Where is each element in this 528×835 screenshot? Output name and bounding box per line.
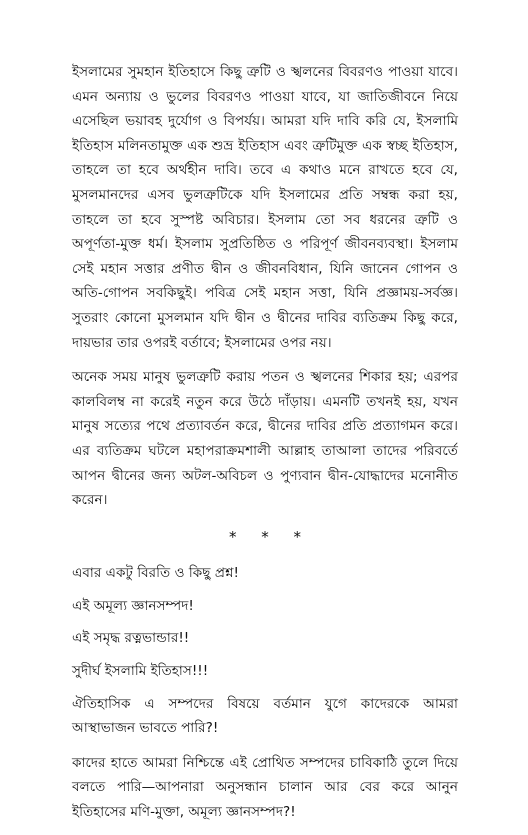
paragraph-key-question: কাদের হাতে আমরা নিশ্চিন্তে এই প্রোথিত সম্পদের চাবিকাঠি তুলে দিয়ে বলতে পারি—আপনারা অনুসন্ধান চালান আর বের করে আনুন ইতিহাসের মণি-মুক্তা, অমূল্য জ্ঞানসম্পদ?! <box>72 754 458 821</box>
paragraph-history-errors: ইসলামের সুমহান ইতিহাসে কিছু ত্রুটি ও স্খলনের বিবরণও পাওয়া যাবে। এমন অন্যায় ও ভুলের বিবরণও পাওয়া যাবে, যা জাতিজীবনে নিয়ে এসেছিল ভয়াবহ দুর্যোগ ও বিপর্যয়। আমরা যদি দাবি করি যে, ইসলামি ইতিহাস মলিনতামুক্ত এক শুভ্র ইতিহাস এবং ত্রুটিমুক্ত এক স্বচ্ছ ইতিহাস, তাহলে তা হবে অর্থহীন দাবি। তবে এ কথাও মনে রাখতে হবে যে, মুসলমানদের এসব ভুলত্রুটিকে যদি ইসলামের প্রতি সম্বন্ধ করা হয়, তাহলে তা হবে সুস্পষ্ট অবিচার। ইসলাম তো সব ধরনের ত্রুটি ও অপূর্ণতা-মুক্ত ধর্ম। ইসলাম সুপ্রতিষ্ঠিত ও পরিপূর্ণ জীবনব্যবস্থা। ইসলাম সেই মহান সত্তার প্রণীত দ্বীন ও জীবনবিধান, যিনি জানেন গোপন ও অতি-গোপন সবকিছুই। পবিত্র সেই মহান সত্তা, যিনি প্রজ্ঞাময়-সর্বজ্ঞ। সুতরাং কোনো মুসলমান যদি দ্বীন ও দ্বীনের দাবির ব্যতিক্রম কিছু করে, দায়ভার তার ওপরই বর্তাবে; ইসলামের ওপর নয়। <box>72 64 458 351</box>
line-pause-questions: এবার একটু বিরতি ও কিছু প্রশ্ন! <box>72 565 240 582</box>
paragraph-repentance: অনেক সময় মানুষ ভুলত্রুটি করায় পতন ও স্খলনের শিকার হয়; এরপর কালবিলম্ব না করেই নতুন করে উঠে দাঁড়ায়। এমনটি তখনই হয়, যখন মানুষ সত্যের পথে প্রত্যাবর্তন করে, দ্বীনের দাবির প্রতি প্রত্যাগমন করে। এর ব্যতিক্রম ঘটলে মহাপরাক্রমশালী আল্লাহ তাআলা তাদের পরিবর্তে আপন দ্বীনের জন্য অটল-অবিচল ও পুণ্যবান দ্বীন-যোদ্ধাদের মনোনীত করেন। <box>72 369 458 509</box>
line-knowledge-treasure: এই অমূল্য জ্ঞানসম্পদ! <box>72 597 194 614</box>
paragraph-trust-question: ঐতিহাসিক এ সম্পদের বিষয়ে বর্তমান যুগে কাদেরকে আমরা আস্থাভাজন ভাবতে পারি?! <box>72 695 458 737</box>
book-page <box>72 60 458 835</box>
line-long-history: সুদীর্ঘ ইসলামি ইতিহাস!!! <box>72 663 209 680</box>
section-separator: * * * <box>228 527 312 546</box>
line-gem-store: এই সমৃদ্ধ রত্নভান্ডার!! <box>72 630 190 647</box>
